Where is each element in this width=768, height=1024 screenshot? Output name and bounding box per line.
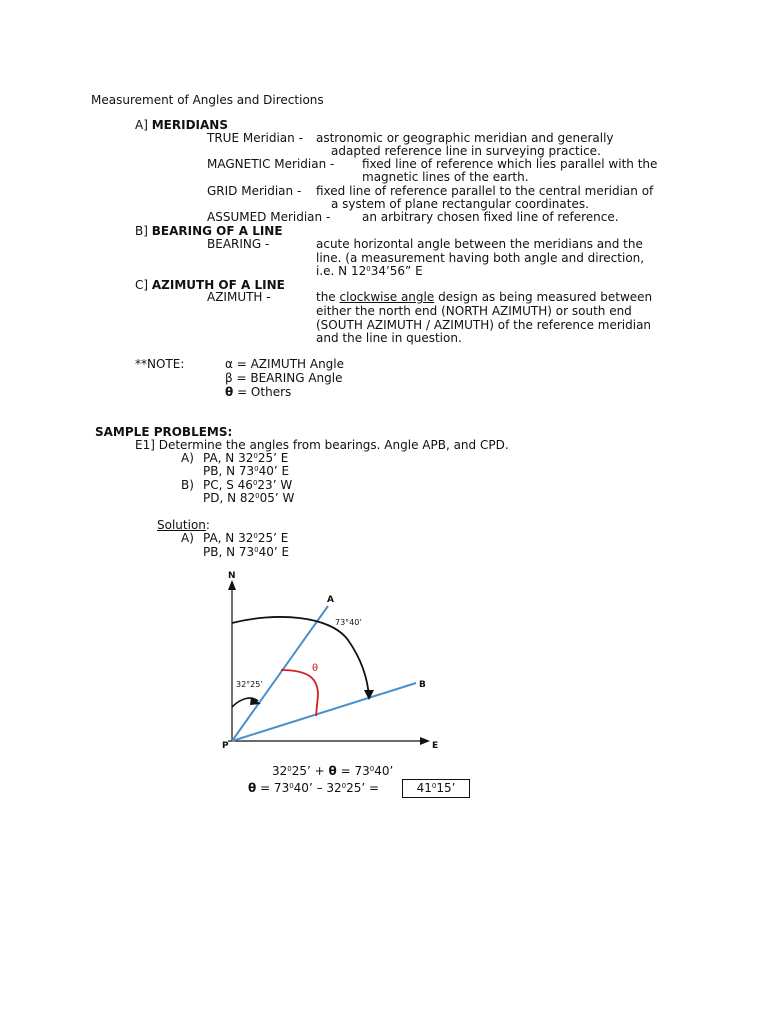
point-p-label: P xyxy=(222,741,229,751)
equation-2 xyxy=(248,781,379,795)
underlined-term: clockwise angle xyxy=(339,290,435,304)
line-pb xyxy=(232,683,416,741)
degree-mark: 0 xyxy=(369,765,375,773)
azimuth-def-3: (SOUTH AZIMUTH / AZIMUTH) of the reference meridian xyxy=(316,318,652,332)
section-prefix: B] xyxy=(135,224,148,238)
true-meridian-term: TRUE Meridian - xyxy=(207,131,303,145)
assumed-meridian-def: an arbitrary chosen fixed line of reference. xyxy=(362,210,619,224)
degree-mark: 0 xyxy=(431,782,437,790)
assumed-meridian-term: ASSUMED Meridian - xyxy=(207,210,331,224)
section-title: BEARING OF A LINE xyxy=(151,224,283,238)
bearing-def-2: line. (a measurement having both angle and direction, xyxy=(316,251,645,265)
text-part: 15’ xyxy=(436,781,456,795)
text-part: 25’ E xyxy=(257,451,289,465)
degree-mark: 0 xyxy=(253,532,258,540)
section-prefix: A] xyxy=(135,118,148,132)
bearing-term: BEARING - xyxy=(207,237,270,251)
text-part: 23’ W xyxy=(257,478,293,492)
text-part: : xyxy=(205,518,210,532)
note-beta: β = BEARING Angle xyxy=(225,371,343,385)
part-b-label: B) xyxy=(181,478,194,492)
degree-mark: 0 xyxy=(253,452,258,460)
text-part: PA, N 32 xyxy=(203,451,254,465)
bearing-def-1: acute horizontal angle between the meridians and the xyxy=(316,237,643,251)
grid-meridian-def-1: fixed line of reference parallel to the central meridian of xyxy=(316,184,654,198)
text-part: PB, N 73 xyxy=(203,545,255,559)
azimuth-def-2: either the north end (NORTH AZIMUTH) or south end xyxy=(316,304,632,318)
text-part: 41 xyxy=(416,781,432,795)
text-part: 25’ E xyxy=(257,531,289,545)
note-label: **NOTE: xyxy=(135,357,185,371)
grid-meridian-def-2: a system of plane rectangular coordinates. xyxy=(331,197,589,211)
angle-label-pb: 73°40’ xyxy=(335,618,362,627)
degree-mark: 0 xyxy=(254,465,259,473)
text-part: 40’ – 32 xyxy=(293,781,342,795)
text-part: PB, N 73 xyxy=(203,464,255,478)
point-b-label: B xyxy=(419,680,426,690)
degree-mark: 0 xyxy=(289,782,294,790)
text-part: Solution xyxy=(157,518,206,532)
equation-1 xyxy=(272,764,393,778)
text-part: 40’ xyxy=(374,764,394,778)
text-part: 25’ + xyxy=(291,764,329,778)
magnetic-meridian-def-1: fixed line of reference which lies parallel with the xyxy=(362,157,658,171)
text-part: the xyxy=(316,290,336,304)
sample-problems-heading: SAMPLE PROBLEMS: xyxy=(95,425,233,439)
text-part: 40’ E xyxy=(258,545,290,559)
note-alpha: α = AZIMUTH Angle xyxy=(225,357,345,371)
page-title: Measurement of Angles and Directions xyxy=(91,93,324,107)
section-prefix: C] xyxy=(135,278,149,292)
section-title: AZIMUTH OF A LINE xyxy=(151,278,285,292)
true-meridian-def-1: astronomic or geographic meridian and generally xyxy=(316,131,614,145)
degree-mark: 0 xyxy=(252,479,258,487)
text-part: = 73 xyxy=(256,781,290,795)
azimuth-def-4: and the line in question. xyxy=(316,331,462,345)
degree-mark: 0 xyxy=(287,765,292,773)
solution-part-a-label: A) xyxy=(181,531,194,545)
true-meridian-def-2: adapted reference line in surveying practice. xyxy=(331,144,601,158)
text-part: PD, N 82 xyxy=(203,491,256,505)
angle-label-pa: 32°25’ xyxy=(236,680,263,689)
degree-mark: 0 xyxy=(341,782,347,790)
degree-mark: 0 xyxy=(366,265,371,273)
grid-meridian-term: GRID Meridian - xyxy=(207,184,302,198)
text-part: = 73 xyxy=(336,764,370,778)
text-part: 34’56” E xyxy=(370,264,423,278)
text-part: design as being measured between xyxy=(438,290,653,304)
e1-statement: E1] Determine the angles from bearings. Angle APB, and CPD. xyxy=(135,438,509,452)
text-part: 40’ E xyxy=(258,464,290,478)
point-a-label: A xyxy=(327,595,334,605)
text-part: = Others xyxy=(233,385,292,399)
theta-label: θ xyxy=(312,663,319,674)
part-a-label: A) xyxy=(181,451,194,465)
text-part: PA, N 32 xyxy=(203,531,254,545)
east-arrowhead xyxy=(420,737,430,745)
text-part: 25’ = xyxy=(346,781,380,795)
degree-mark: 0 xyxy=(255,492,260,500)
magnetic-meridian-term: MAGNETIC Meridian - xyxy=(207,157,335,171)
north-label: N xyxy=(228,571,236,581)
text-part: i.e. N 12 xyxy=(316,264,367,278)
theta-arc xyxy=(281,670,318,716)
text-part: 05’ W xyxy=(259,491,295,505)
theta-symbol: θ xyxy=(225,385,234,399)
east-label: E xyxy=(432,741,439,751)
answer-box xyxy=(402,779,470,798)
degree-mark: 0 xyxy=(254,546,259,554)
theta-symbol: θ xyxy=(248,781,257,795)
text-part: PC, S 46 xyxy=(203,478,253,492)
magnetic-meridian-def-2: magnetic lines of the earth. xyxy=(362,170,529,184)
north-arrowhead xyxy=(228,580,236,590)
text-part: 32 xyxy=(272,764,288,778)
azimuth-term: AZIMUTH - xyxy=(207,290,271,304)
theta-symbol: θ xyxy=(328,764,337,778)
section-title: MERIDIANS xyxy=(151,118,228,132)
